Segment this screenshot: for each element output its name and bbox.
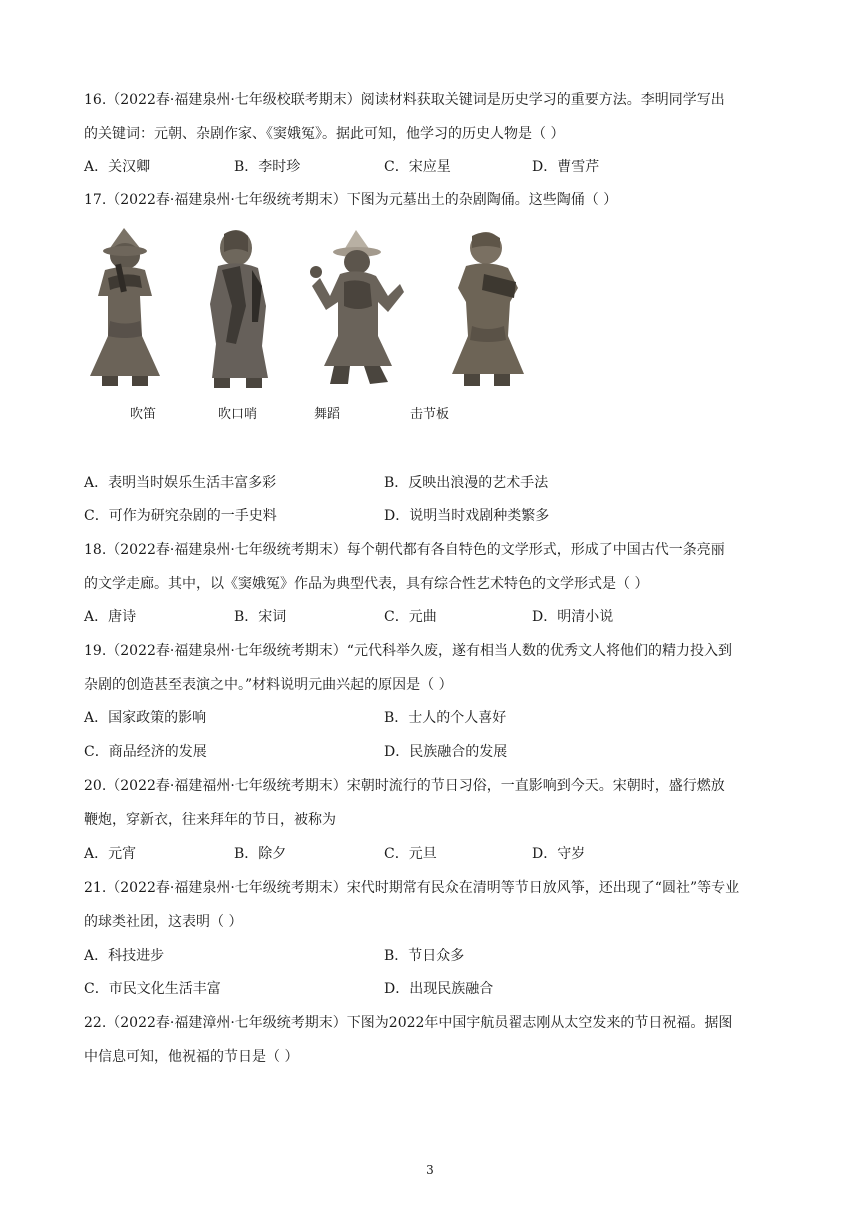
question-16-stem-line-1: 16.（2022春·福建泉州·七年级校联考期末）阅读材料获取关键词是历史学习的重要方法。李明同学写出 (84, 92, 725, 108)
question-18-option-b: B．宋词 (234, 609, 287, 625)
question-19-option-d: D．民族融合的发展 (384, 744, 508, 760)
question-21-option-c: C．市民文化生活丰富 (84, 981, 221, 997)
question-19-stem-line-1: 19.（2022春·福建泉州·七年级统考期末）“元代科举久废，遂有相当人数的优秀文人将他们的精力投入到 (84, 643, 732, 659)
question-18-stem-line-1: 18.（2022春·福建泉州·七年级统考期末）每个朝代都有各自特色的文学形式，形成了中国古代一条亮丽 (84, 542, 725, 558)
figurine-whistle-image (196, 226, 282, 390)
question-22-stem-line-1: 22.（2022春·福建漳州·七年级统考期末）下图为2022年中国宇航员翟志刚从太空发来的节日祝福。据图 (84, 1015, 733, 1031)
caption-dance: 舞蹈 (314, 407, 341, 422)
caption-whistle: 吹口哨 (218, 407, 258, 422)
question-19-option-b: B．士人的个人喜好 (384, 710, 507, 726)
figurine-clapper-image (444, 226, 534, 390)
question-17-option-d: D．说明当时戏剧种类繁多 (384, 508, 550, 524)
page-number: 3 (426, 1163, 434, 1177)
question-21-stem-line-1: 21.（2022春·福建泉州·七年级统考期末）宋代时期常有民众在清明等节日放风筝，还出现了“圆社”等专业 (84, 880, 740, 896)
question-20-option-a: A．元宵 (84, 846, 137, 862)
question-19-stem-line-2: 杂剧的创造甚至表演之中。”材料说明元曲兴起的原因是（ ） (84, 677, 453, 693)
question-19-option-a: A．国家政策的影响 (84, 710, 207, 726)
question-18-stem-line-2: 的文学走廊。其中，以《窦娥冤》作品为典型代表，具有综合性艺术特色的文学形式是（ ） (84, 576, 649, 592)
question-17-option-a: A．表明当时娱乐生活丰富多彩 (84, 475, 277, 491)
figurine-flute-image (80, 226, 170, 390)
question-16-option-d: D．曹雪芹 (532, 159, 600, 175)
question-18-option-c: C．元曲 (384, 609, 437, 625)
question-18-option-a: A．唐诗 (84, 609, 137, 625)
question-20-stem-line-1: 20.（2022春·福建福州·七年级统考期末）宋朝时流行的节日习俗，一直影响到今天。宋朝时，盛行燃放 (84, 778, 725, 794)
question-21-option-d: D．出现民族融合 (384, 981, 494, 997)
question-20-option-c: C．元旦 (384, 846, 437, 862)
question-21-option-a: A．科技进步 (84, 948, 165, 964)
question-18-option-d: D．明清小说 (532, 609, 614, 625)
question-16-option-b: B．李时珍 (234, 159, 301, 175)
question-16-option-c: C．宋应星 (384, 159, 451, 175)
question-20-stem-line-2: 鞭炮，穿新衣，往来拜年的节日，被称为 (84, 812, 336, 828)
question-16-option-a: A．关汉卿 (84, 159, 151, 175)
question-17-option-c: C．可作为研究杂剧的一手史料 (84, 508, 277, 524)
question-20-option-d: D．守岁 (532, 846, 586, 862)
question-17-stem-line-1: 17.（2022春·福建泉州·七年级统考期末）下图为元墓出土的杂剧陶俑。这些陶俑（ ） (84, 192, 618, 208)
question-22-stem-line-2: 中信息可知，他祝福的节日是（ ） (84, 1049, 299, 1065)
question-20-option-b: B．除夕 (234, 846, 287, 862)
caption-flute: 吹笛 (130, 407, 157, 422)
question-19-option-c: C．商品经济的发展 (84, 744, 207, 760)
question-16-stem-line-2: 的关键词：元朝、杂剧作家、《窦娥冤》。据此可知，他学习的历史人物是（ ） (84, 126, 565, 142)
question-21-option-b: B．节日众多 (384, 948, 465, 964)
figurine-dance-image (304, 226, 414, 390)
question-17-option-b: B．反映出浪漫的艺术手法 (384, 475, 549, 491)
caption-clapper: 击节板 (410, 407, 450, 422)
question-21-stem-line-2: 的球类社团，这表明（ ） (84, 914, 243, 930)
